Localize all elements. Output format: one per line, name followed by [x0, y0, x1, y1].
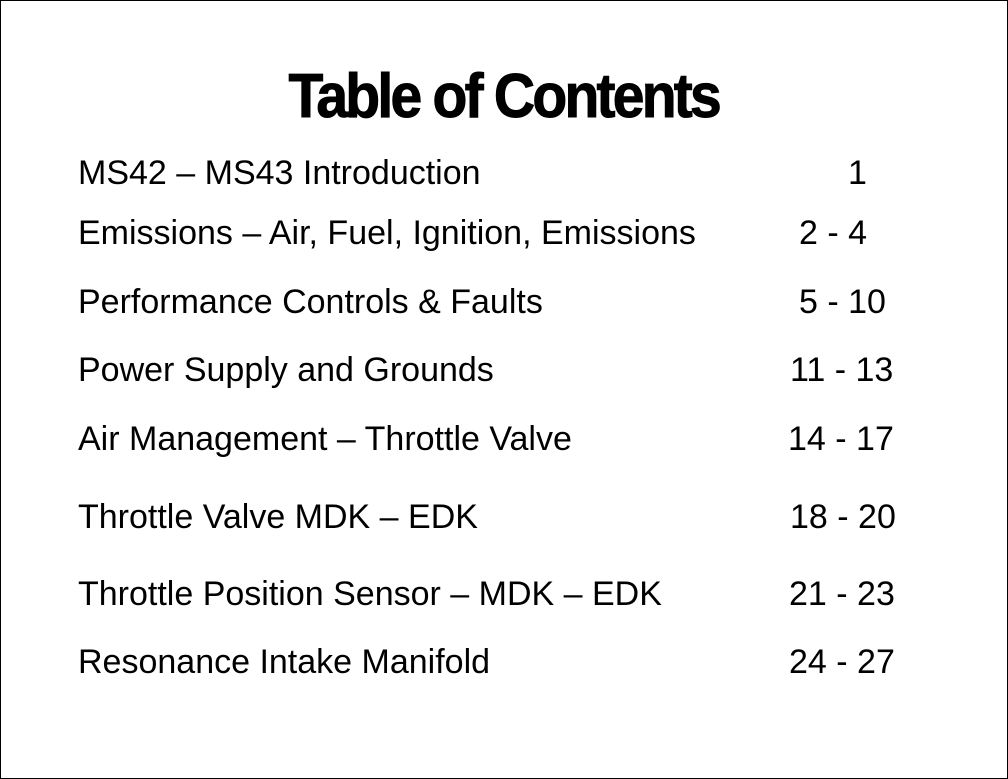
toc-entry-label: Throttle Position Sensor – MDK – EDK [78, 575, 662, 613]
toc-entry [1, 213, 1007, 253]
toc-entry [1, 350, 1007, 390]
toc-entry-label: MS42 – MS43 Introduction [78, 154, 481, 192]
toc-entry-pages: 18 - 20 [790, 498, 896, 536]
toc-entry [1, 642, 1007, 682]
toc-entry [1, 282, 1007, 322]
toc-entry-pages: 11 - 13 [790, 351, 894, 389]
toc-entry-label: Air Management – Throttle Valve [78, 420, 572, 458]
toc-entry-pages: 24 - 27 [789, 643, 895, 681]
toc-entry-label: Resonance Intake Manifold [78, 643, 491, 681]
toc-entry-label: Throttle Valve MDK – EDK [78, 498, 478, 536]
page-title: Table of Contents [288, 62, 720, 131]
toc-entry-pages: 5 - 10 [799, 283, 886, 321]
toc-entry-pages: 2 - 4 [799, 214, 868, 252]
toc-entry-label: Performance Controls & Faults [78, 283, 543, 321]
toc-entry-label: Emissions – Air, Fuel, Ignition, Emissions [78, 214, 696, 252]
toc-entry [1, 574, 1007, 614]
toc-entry [1, 153, 1007, 193]
toc-entry [1, 419, 1007, 459]
toc-entry-label: Power Supply and Grounds [78, 351, 494, 389]
toc-entry-pages: 1 [848, 154, 867, 192]
toc-entry-pages: 14 - 17 [788, 420, 894, 458]
toc-entry-pages: 21 - 23 [789, 575, 895, 613]
toc-entry [1, 497, 1007, 537]
